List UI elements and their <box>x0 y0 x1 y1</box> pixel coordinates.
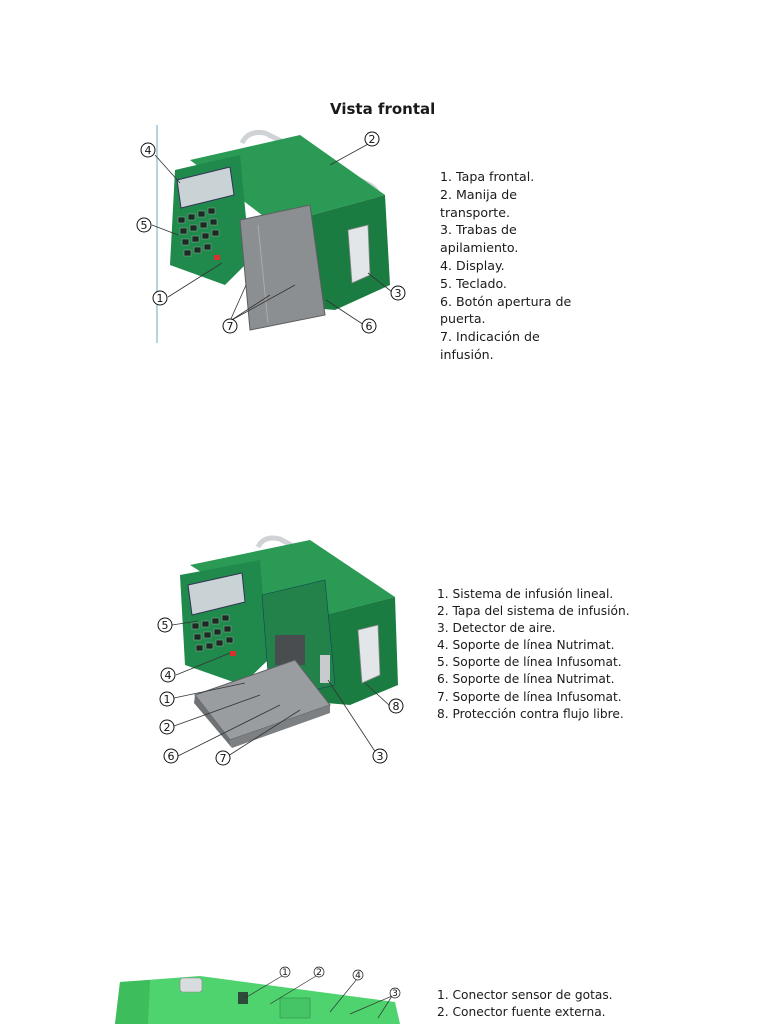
legend-item: 6. Botón apertura de puerta. <box>440 293 572 327</box>
callout-5: 5 <box>140 219 148 232</box>
legend-item: 2. Conector fuente externa. <box>437 1005 606 1020</box>
legend-item: 1. Sistema de infusión lineal. <box>437 587 614 601</box>
callout-5: 5 <box>161 619 169 632</box>
legend-item: 7. Indicación de infusión. <box>440 329 540 362</box>
legend-item: 1. Conector sensor de gotas. <box>437 988 613 1002</box>
open-door-figure <box>150 535 410 770</box>
legend-item: 1. Tapa frontal. <box>440 169 535 184</box>
callout-3: 3 <box>394 287 402 300</box>
front-view-legend <box>440 168 590 364</box>
rear-view-legend <box>437 987 637 1021</box>
legend-item: 5. Teclado. <box>440 275 507 291</box>
legend-item: 2. Tapa del sistema de infusión. <box>437 604 630 619</box>
callout-7: 7 <box>226 320 234 333</box>
rear-view-figure <box>110 962 410 1024</box>
callout-1: 1 <box>156 292 164 305</box>
callout-4: 4 <box>164 669 172 682</box>
callout-8: 8 <box>392 700 400 713</box>
callout-6: 6 <box>167 750 175 763</box>
legend-item: 4. Display. <box>440 257 505 273</box>
legend-item: 5. Soporte de línea Infusomat. <box>437 655 622 670</box>
legend-item: 2. Manija de transporte. <box>440 186 518 220</box>
legend-item: 7. Soporte de línea Infusomat. <box>437 689 622 704</box>
legend-item: 3. Detector de aire. <box>437 621 556 636</box>
callout-2: 2 <box>368 133 376 146</box>
legend-item: 4. Soporte de línea Nutrimat. <box>437 638 615 653</box>
legend-item: 6. Soporte de línea Nutrimat. <box>437 672 615 687</box>
callout-1: 1 <box>163 693 171 706</box>
callout-1: 1 <box>282 968 288 978</box>
callout-2: 2 <box>316 968 322 978</box>
callout-4: 4 <box>355 971 361 981</box>
legend-item: 3. Trabas de apilamiento. <box>440 222 519 256</box>
callout-4: 4 <box>144 144 152 157</box>
open-door-legend <box>437 586 637 723</box>
callout-3: 3 <box>392 989 398 999</box>
callout-2: 2 <box>163 721 171 734</box>
front-view-figure <box>130 125 420 345</box>
page-title: Vista frontal <box>330 100 436 118</box>
callout-6: 6 <box>365 320 373 333</box>
callout-7: 7 <box>219 752 227 765</box>
legend-item: 8. Protección contra flujo libre. <box>437 706 624 721</box>
callout-3: 3 <box>376 750 384 763</box>
